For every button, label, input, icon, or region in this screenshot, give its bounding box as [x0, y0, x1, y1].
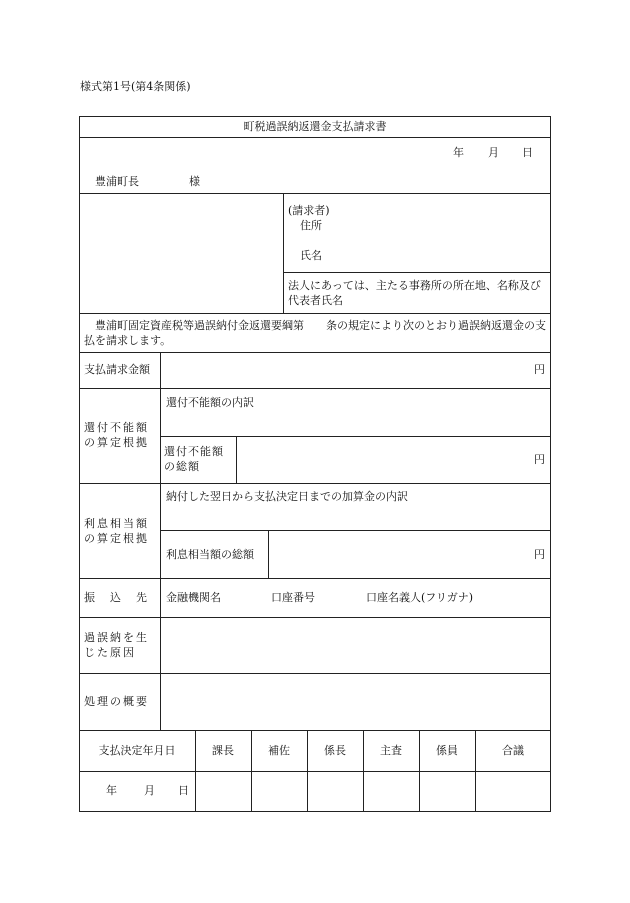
processing-summary-label: 処理の概要: [84, 695, 149, 708]
rule: [79, 673, 551, 674]
form-title: 町税過誤納返還金支払請求書: [243, 120, 387, 133]
interest-basis-label: 利息相当額の算定根拠: [84, 517, 149, 545]
rule: [419, 730, 420, 812]
rule: [79, 137, 551, 138]
rule: [79, 730, 551, 731]
approval-header-section-chief: 係長: [324, 744, 346, 757]
approval-header-consultation: 合議: [502, 744, 524, 757]
account-holder-label: 口座名義人(フリガナ): [366, 591, 474, 604]
addressee-name: 豊浦町長: [95, 175, 139, 188]
payment-amount-unit: 円: [534, 363, 545, 376]
rule: [160, 530, 551, 531]
rule: [268, 530, 269, 578]
rule: [195, 730, 196, 812]
rule: [283, 193, 284, 313]
rule: [307, 730, 308, 812]
rule: [79, 352, 551, 353]
rule: [79, 771, 551, 772]
approval-header-senior-staff: 主査: [380, 744, 402, 757]
claimant-address-label: 住所: [300, 219, 322, 232]
date-month-label: 月: [488, 146, 499, 159]
non-refundable-breakdown-label: 還付不能額の内訳: [166, 396, 254, 409]
rule: [251, 730, 252, 812]
account-number-label: 口座番号: [271, 591, 315, 604]
decision-month-label: 月: [144, 784, 155, 797]
claimant-name-label: 氏名: [300, 249, 322, 262]
approval-header-assistant: 補佐: [268, 744, 290, 757]
rule: [79, 483, 551, 484]
rule: [236, 436, 237, 483]
form-reference: 様式第1号(第4条関係): [80, 80, 191, 93]
approval-header-chief: 課長: [212, 744, 234, 757]
date-day-label: 日: [522, 146, 533, 159]
decision-day-label: 日: [178, 784, 189, 797]
request-statement: 豊浦町固定資産税等過誤納付金返還要綱第 条の規定により次のとおり過誤納返還金の支払を請求します。: [84, 319, 546, 347]
rule: [363, 730, 364, 812]
rule: [160, 436, 551, 437]
decision-year-label: 年: [106, 784, 117, 797]
rule: [475, 730, 476, 812]
decision-date-label: 支払決定年月日: [98, 744, 176, 757]
cause-label: 過誤納を生じた原因: [84, 631, 149, 659]
bank-name-label: 金融機関名: [166, 591, 221, 604]
rule: [79, 193, 551, 194]
date-year-label: 年: [453, 146, 464, 159]
interest-total-label: 利息相当額の総額: [166, 548, 254, 561]
rule: [283, 272, 551, 273]
interest-breakdown-label: 納付した翌日から支払決定日までの加算金の内訳: [166, 490, 408, 503]
corporate-note: 法人にあっては、主たる事務所の所在地、名称及び代表者氏名: [288, 279, 541, 307]
transfer-label: 振 込 先: [84, 591, 149, 604]
payment-amount-label: 支払請求金額: [84, 363, 150, 376]
claimant-label: (請求者): [288, 204, 330, 217]
rule: [79, 578, 551, 579]
non-refundable-total-label: 還付不能額の総額: [164, 445, 224, 473]
approval-header-staff: 係員: [436, 744, 458, 757]
interest-unit: 円: [534, 548, 545, 561]
rule: [79, 617, 551, 618]
non-refundable-unit: 円: [534, 453, 545, 466]
rule: [79, 388, 551, 389]
rule: [160, 352, 161, 730]
addressee-honorific: 様: [189, 175, 200, 188]
rule: [79, 313, 551, 314]
non-refundable-basis-label: 還付不能額の算定根拠: [84, 421, 149, 449]
